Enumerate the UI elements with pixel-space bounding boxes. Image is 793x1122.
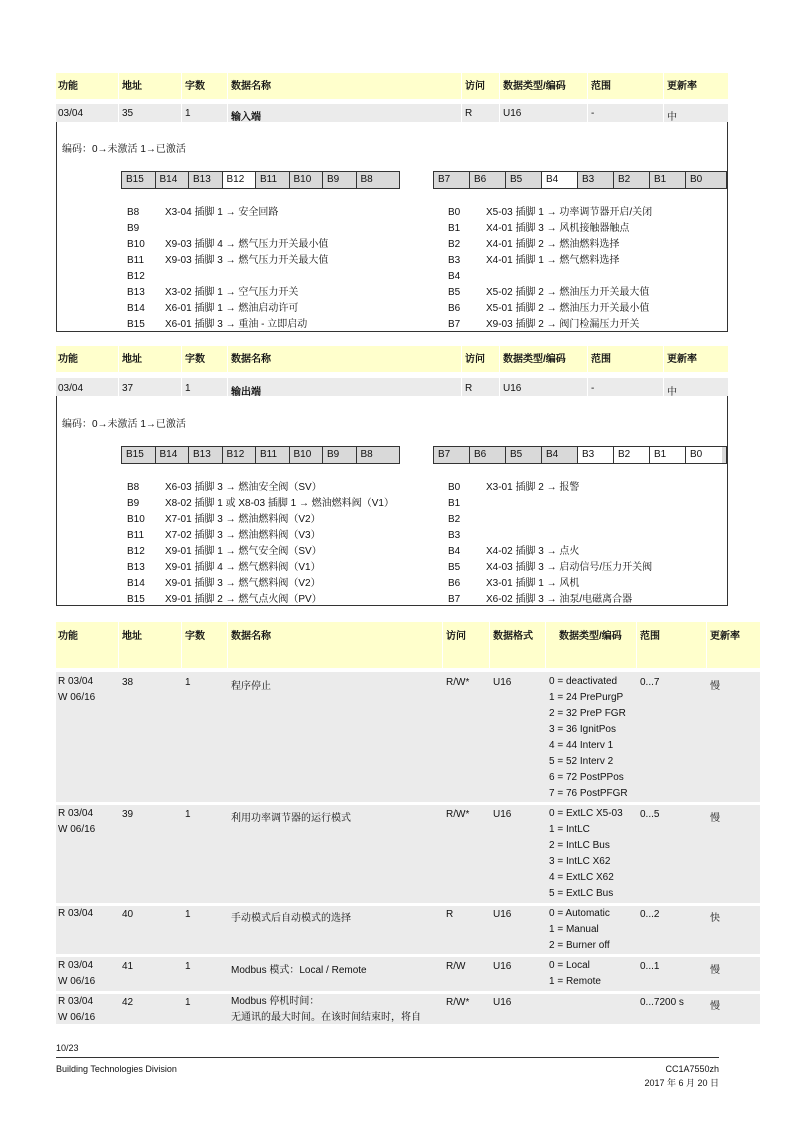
bit-label: B5 [448, 562, 461, 573]
row-codes [549, 806, 623, 902]
header-func: 功能 [58, 631, 78, 642]
row-rate: 慢 [710, 1001, 720, 1012]
bit-desc-right [486, 205, 652, 333]
bit-description: X3-01 插脚 2 → 报警 [486, 482, 580, 493]
bit-description: X5-03 插脚 1 → 功率调节器开启/关闭 [486, 207, 653, 218]
bit-cell: B1 [650, 172, 686, 188]
header-count: 字数 [185, 631, 205, 642]
bit-cell: B10 [290, 172, 324, 188]
code-line: 1 = 24 PrePurgP [549, 692, 624, 703]
row-func [58, 674, 95, 706]
header-dtype: 数据类型/编码 [559, 631, 622, 642]
bit-description: X6-01 插脚 3 → 重油 - 立即启动 [165, 319, 308, 330]
bit-description: X4-03 插脚 3 → 启动信号/压力开关阀 [486, 562, 653, 573]
func-line: W 06/16 [58, 824, 96, 835]
bit-cell: B8 [360, 449, 373, 460]
bit-cell: B4 [542, 447, 578, 463]
code-line: 1 = Remote [549, 976, 601, 987]
bit-description: X8-02 插脚 1 或 X8-03 插脚 1 → 燃油燃料阀（V1） [165, 498, 394, 509]
bit-cell: B14 [156, 172, 190, 188]
code-line: 0 = ExtLC X5-03 [549, 808, 623, 819]
low-bit-bar [433, 446, 727, 464]
bit-label: B7 [448, 594, 461, 605]
header-range: 范围 [591, 354, 611, 365]
code-line: 0 = deactivated [549, 676, 618, 687]
row-access: R [465, 383, 473, 394]
header-count: 字数 [185, 81, 205, 92]
func-line: W 06/16 [58, 692, 96, 703]
bit-description: X5-02 插脚 2 → 燃油压力开关最大值 [486, 287, 650, 298]
table-row [56, 672, 760, 802]
row-access: R/W* [446, 997, 470, 1008]
func-line: R 03/04 [58, 996, 94, 1007]
bit-description: X9-01 插脚 4 → 燃气燃料阀（V1） [165, 562, 321, 573]
header-rate: 更新率 [667, 354, 697, 365]
bit-cell: B11 [256, 172, 290, 188]
bit-cell: B13 [189, 172, 223, 188]
row-rate: 中 [667, 387, 677, 398]
bit-label: B11 [127, 530, 145, 541]
row-access: R [465, 108, 473, 119]
header-name: 数据名称 [231, 631, 271, 642]
code-line: 2 = Burner off [549, 940, 610, 951]
func-line: W 06/16 [58, 976, 96, 987]
bit-description [165, 269, 328, 285]
row-dtype: U16 [503, 383, 522, 394]
bit-label: B14 [127, 303, 145, 314]
code-line: 3 = IntLC X62 [549, 856, 611, 867]
bit-label: B6 [448, 303, 461, 314]
bit-label: B14 [127, 578, 145, 589]
row-count: 1 [185, 677, 191, 688]
bit-label: B3 [448, 530, 461, 541]
code-line: 3 = 36 IgnitPos [549, 724, 616, 735]
row-access: R/W* [446, 677, 470, 688]
table-header [56, 73, 728, 99]
bit-cell: B2 [614, 172, 650, 188]
bit-cell: B9 [323, 172, 357, 188]
bit-list-right [448, 205, 460, 333]
name-line: Modbus 停机时间： [231, 996, 320, 1007]
header-access: 访问 [465, 354, 485, 365]
row-name: 输出端 [231, 387, 261, 398]
row-addr: 40 [122, 909, 134, 920]
bit-label: B13 [127, 562, 145, 573]
row-rate: 中 [667, 112, 677, 123]
code-line: 7 = 76 PostPFGR [549, 788, 628, 799]
row-func [58, 906, 93, 922]
row-format: U16 [493, 909, 512, 920]
row-func: 03/04 [58, 108, 84, 119]
bit-cell: B6 [470, 172, 506, 188]
bit-description: X9-01 插脚 3 → 燃气燃料阀（V2） [165, 578, 321, 589]
row-range: 0...7 [640, 677, 660, 688]
row-format: U16 [493, 961, 512, 972]
header-format: 数据格式 [493, 631, 533, 642]
bit-cell: B7 [434, 447, 470, 463]
row-access: R/W* [446, 809, 470, 820]
row-addr: 42 [122, 997, 134, 1008]
bit-description: X9-03 插脚 3 → 燃气压力开关最大值 [165, 255, 329, 266]
bit-label: B2 [448, 239, 461, 250]
row-name: 程序停止 [231, 681, 271, 692]
header-dtype: 数据类型/编码 [503, 81, 566, 92]
bit-description: X6-02 插脚 3 → 油泵/电磁离合器 [486, 594, 633, 605]
row-codes [549, 958, 601, 990]
bit-cell: B3 [578, 447, 614, 463]
bit-cell: B4 [542, 172, 578, 188]
bit-cell: B7 [434, 172, 470, 188]
bit-label: B4 [448, 271, 461, 282]
bit-label: B8 [127, 482, 140, 493]
bit-cell: B1 [650, 447, 686, 463]
row-codes [549, 674, 628, 802]
bit-label: B8 [127, 207, 140, 218]
bit-label: B7 [448, 319, 461, 330]
row-func [58, 806, 95, 838]
bit-label: B15 [127, 319, 145, 330]
bit-description [165, 221, 328, 237]
bit-cell: B14 [156, 447, 190, 463]
bit-label: B9 [127, 498, 140, 509]
bit-label: B15 [127, 594, 145, 605]
header-access: 访问 [446, 631, 466, 642]
bit-description: X9-01 插脚 1 → 燃气安全阀（SV） [165, 546, 322, 557]
row-name: 输入端 [231, 112, 261, 123]
bit-description: X4-02 插脚 3 → 点火 [486, 546, 580, 557]
row-dtype: U16 [503, 108, 522, 119]
bit-cell: B5 [506, 172, 542, 188]
bit-label: B12 [127, 546, 145, 557]
bit-description: X5-01 插脚 2 → 燃油压力开关最小值 [486, 303, 650, 314]
header-name: 数据名称 [231, 354, 271, 365]
bit-description: X3-01 插脚 1 → 风机 [486, 578, 580, 589]
row-addr: 37 [122, 383, 134, 394]
code-line: 6 = 72 PostPPos [549, 772, 624, 783]
low-bit-bar [433, 171, 727, 189]
row-addr: 35 [122, 108, 134, 119]
code-line: 1 = Manual [549, 924, 599, 935]
bit-description: X9-03 插脚 2 → 阀门检漏压力开关 [486, 319, 640, 330]
code-line: 4 = 44 Interv 1 [549, 740, 614, 751]
func-line: R 03/04 [58, 676, 94, 687]
bit-description: X9-01 插脚 2 → 燃气点火阀（PV） [165, 594, 322, 605]
header-rate: 更新率 [710, 631, 740, 642]
bit-label: B9 [127, 223, 140, 234]
bit-label: B4 [448, 546, 461, 557]
bit-desc-right [486, 480, 652, 608]
header-range: 范围 [640, 631, 660, 642]
code-line: 0 = Automatic [549, 908, 610, 919]
bit-cell: B2 [614, 447, 650, 463]
bit-label: B13 [127, 287, 145, 298]
bit-label: B11 [127, 255, 145, 266]
header-addr: 地址 [122, 354, 142, 365]
bit-cell: B0 [690, 174, 703, 185]
row-addr: 38 [122, 677, 134, 688]
code-line: 4 = ExtLC X62 [549, 872, 614, 883]
header-addr: 地址 [122, 631, 142, 642]
bit-desc-left [165, 480, 394, 608]
row-format: U16 [493, 997, 512, 1008]
bit-cell: B8 [360, 174, 373, 185]
code-line: 2 = 32 PreP FGR [549, 708, 626, 719]
bit-description [486, 269, 652, 285]
row-count: 1 [185, 809, 191, 820]
register-row [56, 378, 728, 396]
row-name [231, 994, 421, 1026]
func-line: R 03/04 [58, 808, 94, 819]
high-bit-bar [121, 446, 400, 464]
bit-list-left [127, 205, 145, 333]
header-name: 数据名称 [231, 81, 271, 92]
row-range: 0...7200 s [640, 997, 684, 1008]
row-format: U16 [493, 809, 512, 820]
func-line: R 03/04 [58, 908, 94, 919]
row-codes [549, 906, 610, 954]
bit-description: X4-01 插脚 2 → 燃油燃料选择 [486, 239, 620, 250]
row-func: 03/04 [58, 383, 84, 394]
bit-description [486, 528, 652, 544]
name-line: 无通讯的最大时间。在该时间结束时，将自 [231, 1012, 421, 1023]
row-range: 0...1 [640, 961, 660, 972]
row-range: - [591, 108, 595, 119]
document-id: CC1A7550zh [665, 1064, 719, 1074]
bit-cell: B9 [323, 447, 357, 463]
bit-description [486, 496, 652, 512]
header-range: 范围 [591, 81, 611, 92]
bit-description: X7-02 插脚 3 → 燃油燃料阀（V3） [165, 530, 321, 541]
bit-description: X4-01 插脚 3 → 风机接触器触点 [486, 223, 630, 234]
bit-cell: B3 [578, 172, 614, 188]
bit-cell: B10 [290, 447, 324, 463]
header-access: 访问 [465, 81, 485, 92]
row-count: 1 [185, 997, 191, 1008]
bit-label: B10 [127, 514, 145, 525]
bit-label: B6 [448, 578, 461, 589]
bit-cell: B15 [122, 447, 156, 463]
code-line: 2 = IntLC Bus [549, 840, 610, 851]
bit-cell: B0 [686, 447, 722, 463]
func-line: W 06/16 [58, 1012, 96, 1023]
row-range: - [591, 383, 595, 394]
bit-cell: B13 [189, 447, 223, 463]
code-line: 5 = ExtLC Bus [549, 888, 614, 899]
header-rate: 更新率 [667, 81, 697, 92]
row-count: 1 [185, 961, 191, 972]
row-range: 0...5 [640, 809, 660, 820]
row-access: R [446, 909, 454, 920]
footer-divider [56, 1057, 719, 1058]
bit-cell: B12 [223, 172, 257, 188]
row-count: 1 [185, 108, 191, 119]
bit-label: B1 [448, 498, 461, 509]
code-line: 5 = 52 Interv 2 [549, 756, 614, 767]
bit-label: B2 [448, 514, 461, 525]
table-header [56, 346, 728, 372]
division-name: Building Technologies Division [56, 1064, 177, 1074]
row-addr: 41 [122, 961, 134, 972]
bit-description: X9-03 插脚 4 → 燃气压力开关最小值 [165, 239, 329, 250]
row-rate: 慢 [710, 813, 720, 824]
row-name: Modbus 模式：Local / Remote [231, 965, 367, 976]
bit-list-right [448, 480, 460, 608]
row-name: 利用功率调节器的运行模式 [231, 813, 351, 824]
high-bit-bar [121, 171, 400, 189]
bit-cell: B15 [122, 172, 156, 188]
bit-desc-left [165, 205, 328, 333]
bit-description: X6-01 插脚 1 → 燃油启动许可 [165, 303, 299, 314]
bit-description: X3-04 插脚 1 → 安全回路 [165, 207, 279, 218]
bit-label: B10 [127, 239, 145, 250]
row-func [58, 958, 95, 990]
code-line: 0 = Local [549, 960, 590, 971]
row-count: 1 [185, 909, 191, 920]
bit-label: B5 [448, 287, 461, 298]
bit-cell: B6 [470, 447, 506, 463]
bit-description: X6-03 插脚 3 → 燃油安全阀（SV） [165, 482, 322, 493]
code-line: 1 = IntLC [549, 824, 590, 835]
header-func: 功能 [58, 354, 78, 365]
bit-description: X3-02 插脚 1 → 空气压力开关 [165, 287, 299, 298]
row-range: 0...2 [640, 909, 660, 920]
encoding-note: 编码：0→未激活 1→已激活 [62, 144, 186, 155]
row-format: U16 [493, 677, 512, 688]
bit-cell: B12 [223, 447, 257, 463]
bit-label: B0 [448, 482, 461, 493]
row-func [58, 994, 95, 1026]
row-rate: 快 [710, 913, 720, 924]
document-date: 2017 年 6 月 20 日 [644, 1078, 719, 1088]
bit-label: B0 [448, 207, 461, 218]
header-addr: 地址 [122, 81, 142, 92]
row-addr: 39 [122, 809, 134, 820]
bit-description: X7-01 插脚 3 → 燃油燃料阀（V2） [165, 514, 321, 525]
bit-label: B12 [127, 271, 145, 282]
bit-cell: B11 [256, 447, 290, 463]
row-count: 1 [185, 383, 191, 394]
header-count: 字数 [185, 354, 205, 365]
func-line: R 03/04 [58, 960, 94, 971]
bit-label: B3 [448, 255, 461, 266]
header-func: 功能 [58, 81, 78, 92]
register-row [56, 104, 728, 122]
bit-description [486, 512, 652, 528]
page-number: 10/23 [56, 1043, 79, 1053]
row-rate: 慢 [710, 965, 720, 976]
header-dtype: 数据类型/编码 [503, 354, 566, 365]
bit-list-left [127, 480, 145, 608]
bit-cell: B5 [506, 447, 542, 463]
bit-description: X4-01 插脚 1 → 燃气燃料选择 [486, 255, 620, 266]
row-rate: 慢 [710, 681, 720, 692]
row-name: 手动模式后自动模式的选择 [231, 913, 351, 924]
bit-label: B1 [448, 223, 461, 234]
row-access: R/W [446, 961, 466, 972]
encoding-note: 编码：0→未激活 1→已激活 [62, 419, 186, 430]
